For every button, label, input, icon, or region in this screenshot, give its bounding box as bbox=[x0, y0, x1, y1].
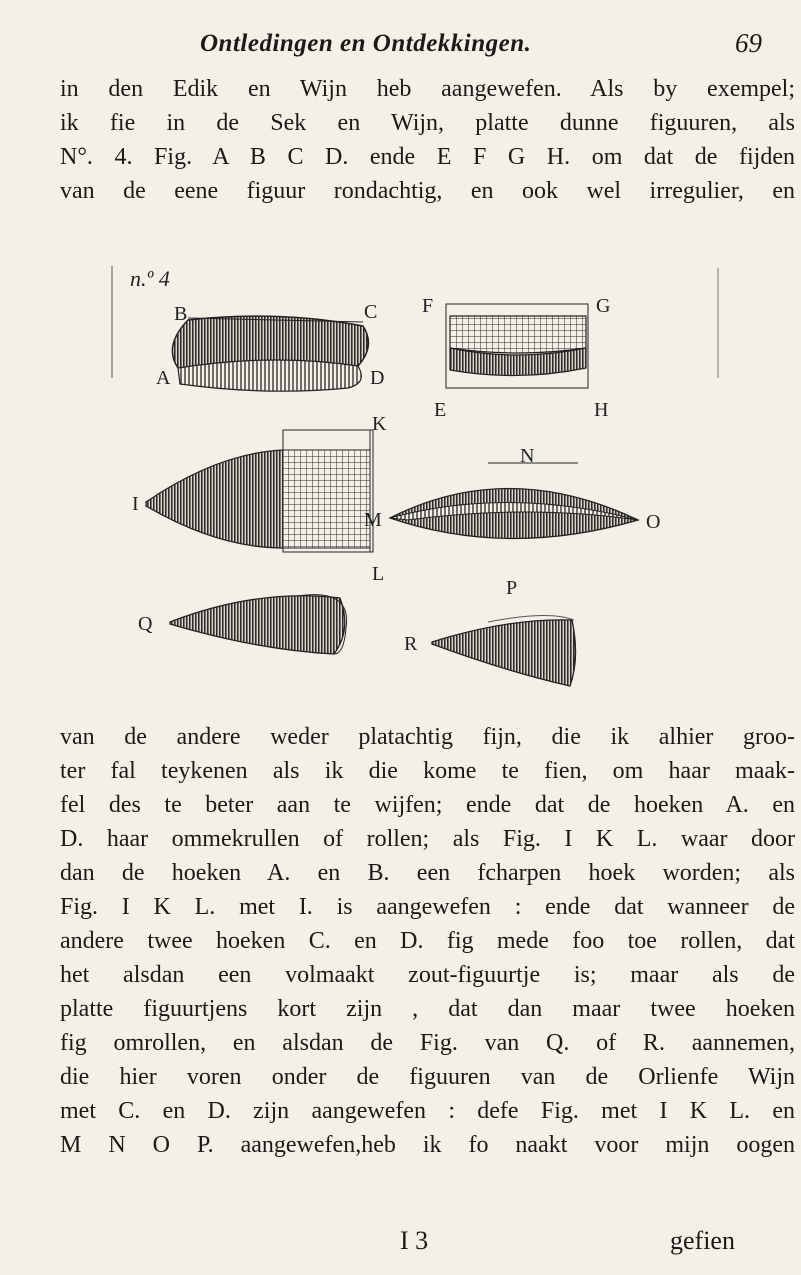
top-paragraph bbox=[60, 72, 795, 208]
label-h: H bbox=[594, 399, 609, 421]
text-line: N°. 4. Fig. A B C D. ende E F G H. om dat de fijden bbox=[60, 144, 795, 170]
label-l: L bbox=[372, 563, 385, 585]
text-line: ter fal teykenen als ik die kome te fien, om haar maak- bbox=[60, 758, 795, 784]
text-line: dan de hoeken A. en B. een fcharpen hoek worden; als bbox=[60, 860, 795, 886]
text-line: fel des te beter aan te wijfen; ende dat de hoeken A. en bbox=[60, 792, 795, 818]
label-f: F bbox=[422, 295, 434, 317]
text-line: M N O P. aangewefen,heb ik fo naakt voor mijn oogen bbox=[60, 1132, 795, 1158]
label-g: G bbox=[596, 295, 611, 317]
page-footer bbox=[0, 1226, 801, 1266]
bottom-paragraph bbox=[60, 720, 795, 1162]
label-e: E bbox=[434, 399, 447, 421]
figure-illustration bbox=[108, 258, 768, 708]
figure-ikl bbox=[132, 413, 387, 585]
label-r: R bbox=[404, 633, 418, 655]
figure-r bbox=[404, 615, 576, 686]
text-line: met C. en D. zijn aangewefen : defe Fig. met I K L. en bbox=[60, 1098, 795, 1124]
text-line: platte figuurtjens kort zijn , dat dan maar twee hoeken bbox=[60, 996, 795, 1022]
text-line: D. haar ommekrullen of rollen; als Fig. I K L. waar door bbox=[60, 826, 795, 852]
label-b: B bbox=[174, 303, 188, 325]
figure-q bbox=[138, 595, 347, 654]
text-line: andere twee hoeken C. en D. fig mede foo toe rollen, dat bbox=[60, 928, 795, 954]
text-line: ik fie in de Sek en Wijn, platte dunne figuuren, als bbox=[60, 110, 795, 136]
label-m: M bbox=[364, 509, 382, 531]
signature-mark: I 3 bbox=[400, 1226, 429, 1255]
figure-efgh bbox=[422, 295, 610, 421]
catchword: gefien bbox=[670, 1226, 735, 1255]
figure-mnop bbox=[364, 445, 660, 599]
page-header bbox=[0, 18, 801, 68]
text-line: van de eene figuur rondachtig, en ook wel irregulier, en bbox=[60, 178, 795, 204]
figure-abcd bbox=[156, 301, 384, 391]
label-n: N bbox=[520, 445, 535, 467]
engraved-figure bbox=[108, 258, 768, 708]
label-o: O bbox=[646, 511, 661, 533]
label-q: Q bbox=[138, 613, 153, 635]
label-a: A bbox=[156, 367, 171, 389]
text-line: die hier voren onder de figuuren van de Orlienfe Wijn bbox=[60, 1064, 795, 1090]
label-k: K bbox=[372, 413, 387, 435]
figure-caption: n.º 4 bbox=[130, 266, 170, 291]
label-d: D bbox=[370, 367, 385, 389]
label-i: I bbox=[132, 493, 139, 515]
text-line: Fig. I K L. met I. is aangewefen : ende dat wanneer de bbox=[60, 894, 795, 920]
text-line: in den Edik en Wijn heb aangewefen. Als by exempel; bbox=[60, 76, 795, 102]
page-number: 69 bbox=[735, 28, 762, 58]
text-line: het alsdan een volmaakt zout-figuurtje is; maar als de bbox=[60, 962, 795, 988]
label-c: C bbox=[364, 301, 378, 323]
label-p: P bbox=[506, 577, 518, 599]
text-line: fig omrollen, en alsdan de Fig. van Q. of R. aannemen, bbox=[60, 1030, 795, 1056]
text-line: van de andere weder platachtig fijn, die ik alhier groo- bbox=[60, 724, 795, 750]
running-head: Ontledingen en Ontdekkingen. bbox=[200, 30, 532, 57]
